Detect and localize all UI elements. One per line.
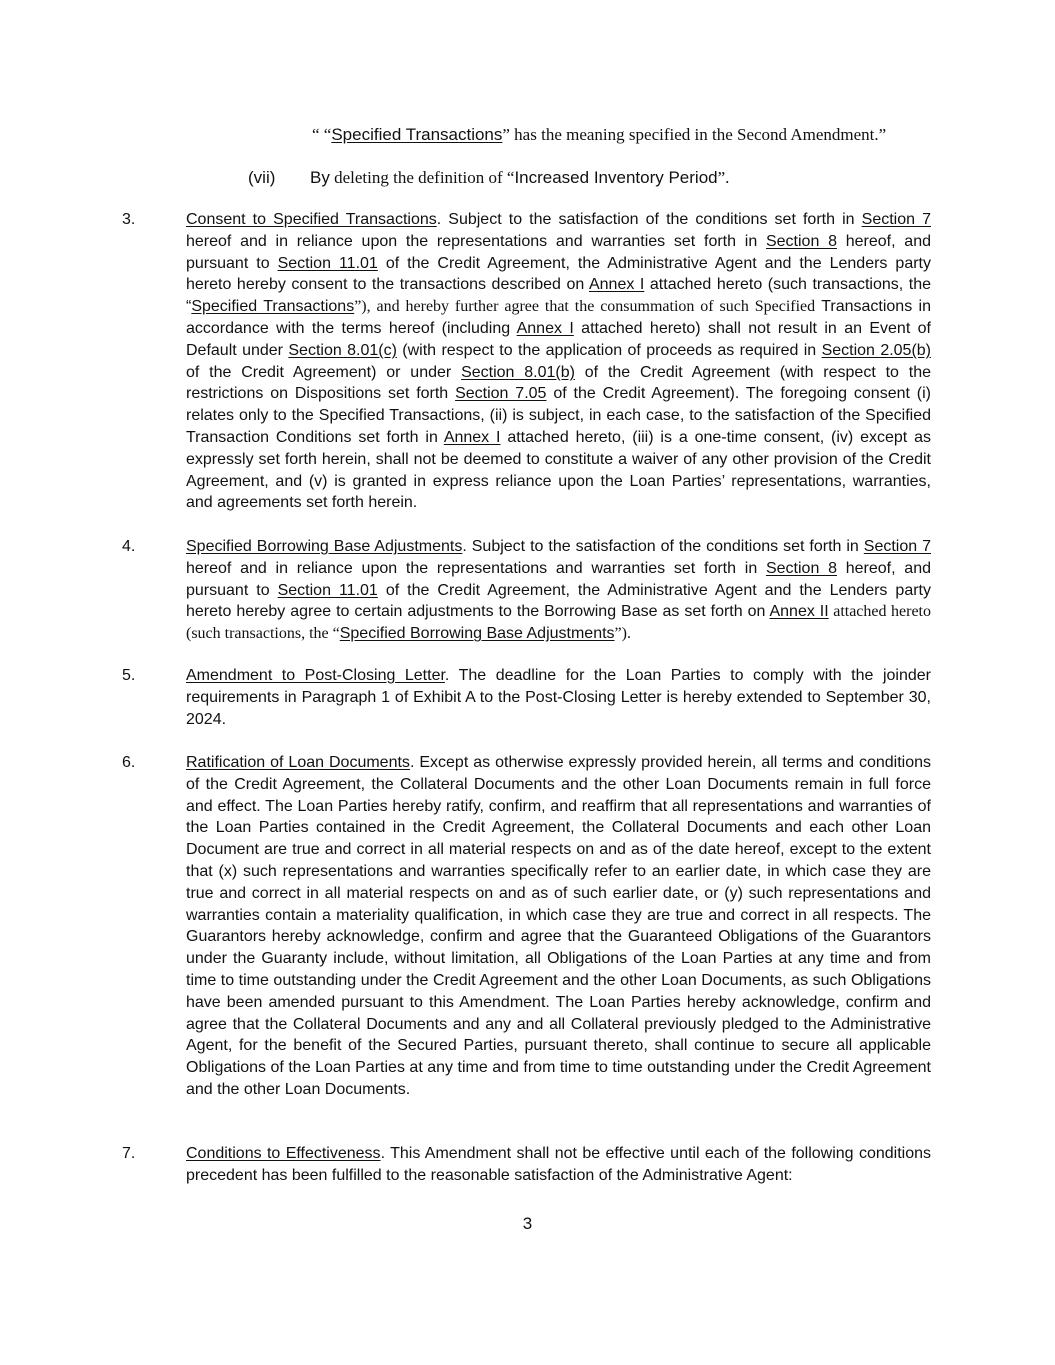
section-heading: Specified Borrowing Base Adjustments [186, 538, 463, 555]
section-heading: Amendment to Post-Closing Letter [186, 667, 445, 684]
text: . This Amendment shall not be effective until each of the following conditions precedent has been fulfilled to the reasonable satisfaction of the Administrative Agent: [186, 1145, 931, 1184]
ref-section-7: Section 7 [861, 211, 931, 228]
ref-section-8-01-b: Section 8.01(b) [461, 363, 575, 381]
clause-vii-term: Increased Inventory Period [514, 168, 718, 187]
section-heading: Consent to Specified Transactions [186, 211, 437, 228]
text: (with respect to the application of proceeds as required in [396, 341, 822, 359]
text: ”), and hereby further agree that the consummation of such Specified [354, 298, 816, 316]
section-body [186, 665, 931, 730]
text: attached hereto (such transactions, the “ [186, 603, 931, 643]
ref-section-11-01: Section 11.01 [277, 581, 378, 599]
section-number: 3. [122, 211, 136, 228]
text: of the Credit Agreement, the Administrative Agent and the Lenders party hereto hereby agree to certain adjustments to the Borrowing Base as set forth on [186, 581, 931, 621]
ref-section-7: Section 7 [863, 538, 932, 555]
text: hereof and in reliance upon the representations and warranties set forth in [186, 559, 766, 577]
text: of the Credit Agreement, the Administrative Agent and the Lenders party hereto hereby consent to the transactions described on [186, 254, 931, 294]
section-number: 6. [122, 754, 136, 771]
text: of the Credit Agreement). The foregoing consent (i) relates only to the Specified Transactions, (ii) is subject, in each case, to the satisfaction of the Specified Transaction Conditions set forth in [186, 385, 932, 446]
text: of the Credit Agreement) or under [186, 363, 462, 381]
ref-section-2-05-b: Section 2.05(b) [821, 341, 932, 359]
ref-annex-i: Annex I [516, 319, 574, 337]
clause-vii [248, 167, 729, 189]
text: . Subject to the satisfaction of the conditions set forth in [436, 211, 862, 228]
text: . The deadline for the Loan Parties to comply with the joinder requirements in Paragraph 1 of Exhibit A to the Post-Closing Letter is hereby extended to September 30, 2024. [186, 667, 931, 728]
text: . Except as otherwise expressly provided herein, all terms and conditions of the Credit Agreement, the Collateral Documents and the other Loan Documents remain in full force and effect. The Loan Parties hereby ratify, confirm, and reaffirm that all representations and warranties of the Loan Parties contained in the Credit Agreement, the Collateral Documents and each other Loan Document are true and correct in all material respects on and as of the date hereof, except to the extent that (x) such representations and warranties specifically refer to an earlier date, in which case they are true and correct in all material respects on and as of such earlier date, or (y) such representations and warranties contain a materiality qualification, in which case they are true and correct in all respects. The Guarantors hereby acknowledge, confirm and agree that the Guaranteed Obligations of the Guarantors under the Guaranty include, without limitation, all Obligations of the Loan Parties at any time and from time to time outstanding under the Credit Agreement and the other Loan Documents, as such Obligations have been amended pursuant to this Amendment. The Loan Parties hereby acknowledge, confirm and agree that the Collateral Documents and any and all Collateral previously pledged to the Administrative Agent, for the benefit of the Secured Parties, pursuant thereto, shall continue to secure all applicable Obligations of the Loan Parties at any time and from time to time outstanding under the Credit Agreement and the other Loan Documents. [186, 754, 932, 1098]
section-number: 5. [122, 667, 136, 684]
section-body [186, 536, 931, 645]
clause-vii-mid: deleting the definition of “ [329, 168, 515, 187]
section-body [186, 1143, 931, 1187]
quote-rest: ” has the meaning specified in the Second Amendment.” [502, 125, 887, 144]
ref-section-11-01: Section 11.01 [277, 254, 378, 272]
section-heading: Conditions to Effectiveness [186, 1145, 381, 1162]
section-number: 4. [122, 538, 136, 555]
defined-term: Specified Transactions [191, 298, 355, 316]
text: hereof, and pursuant to [186, 559, 931, 599]
clause-vii-label: (vii) [248, 168, 276, 187]
ref-section-8-01-c: Section 8.01(c) [288, 341, 397, 359]
ref-section-7-05: Section 7.05 [455, 385, 547, 403]
text: attached hereto) shall not result in an Event of Default under [186, 319, 931, 359]
ref-section-8: Section 8 [765, 232, 837, 250]
clause-vii-end: ”. [717, 168, 730, 187]
ref-annex-i: Annex I [588, 276, 645, 294]
text: attached hereto, (iii) is a one-time consent, (iv) except as expressly set forth herein, shall not be deemed to constitute a waiver of any other provision of the Credit Agreement, and (v) is granted in express reliance upon the Loan Parties’ representations, warranties, and agreements set forth herein. [186, 428, 931, 512]
ref-annex-i: Annex I [443, 428, 501, 446]
page-number: 3 [522, 1214, 533, 1233]
ref-annex-ii: Annex II [769, 603, 829, 621]
definition-quote-line [312, 124, 952, 146]
section-body [186, 752, 931, 1101]
text: Transactions in accordance with the terms hereof (including [186, 298, 931, 337]
quote-open: “ “ [312, 125, 332, 144]
text: attached hereto (such transactions, the “ [186, 276, 931, 316]
section-body [186, 209, 931, 514]
section-heading: Ratification of Loan Documents [186, 754, 410, 771]
text: hereof and in reliance upon the representations and warranties set forth in [186, 232, 766, 250]
text: . Subject to the satisfaction of the conditions set forth in [462, 538, 864, 555]
text: ”). [614, 625, 631, 643]
defined-term-specified-transactions: Specified Transactions [331, 125, 503, 144]
text: hereof, and pursuant to [186, 232, 931, 272]
text: of the Credit Agreement (with respect to the restrictions on Dispositions set forth [186, 363, 932, 403]
defined-term: Specified Borrowing Base Adjustments [339, 625, 615, 643]
ref-section-8: Section 8 [765, 559, 837, 577]
section-number: 7. [122, 1145, 136, 1162]
clause-vii-by: By [310, 168, 330, 187]
